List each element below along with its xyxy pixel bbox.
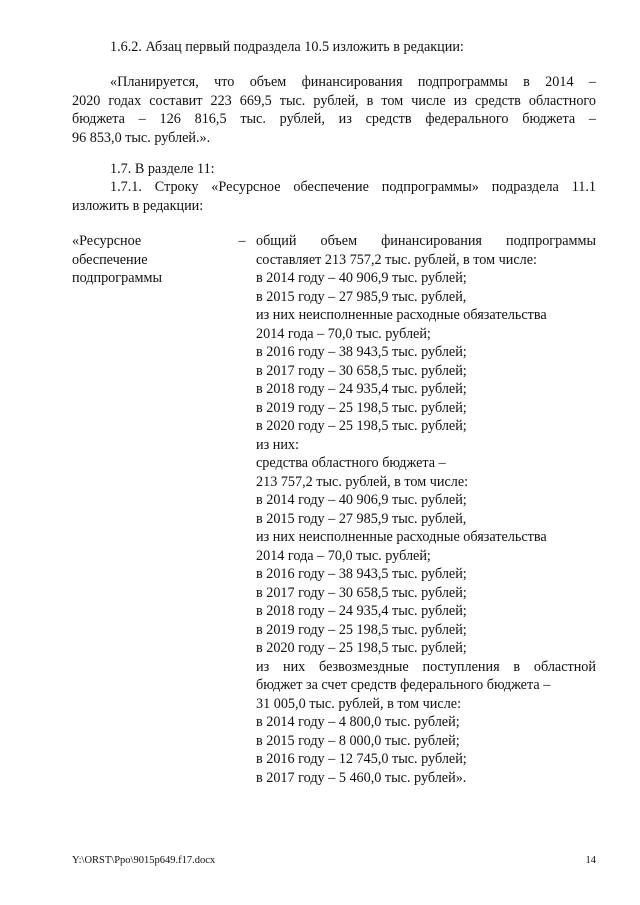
row-value-line: в 2014 году – 4 800,0 тыс. рублей; xyxy=(256,714,460,730)
row-value-line: в 2020 году – 25 198,5 тыс. рублей; xyxy=(256,640,467,656)
heading-1-7-1 xyxy=(72,178,596,215)
row-label xyxy=(72,232,247,288)
row-value-line: составляет 213 757,2 тыс. рублей, в том числе: xyxy=(256,251,537,268)
row-value-line: в 2016 году – 38 943,5 тыс. рублей; xyxy=(256,344,467,360)
row-value-line: из них безвозмездные поступления в областной xyxy=(256,658,596,675)
row-value-line: общий объем финансирования подпрограммы xyxy=(256,233,596,249)
heading-1-6-2-text: 1.6.2. Абзац первый подраздела 10.5 изложить в редакции: xyxy=(110,39,464,55)
row-value-line: 2014 года – 70,0 тыс. рублей; xyxy=(256,325,431,342)
heading-1-7 xyxy=(72,160,596,179)
heading-1-7-text: 1.7. В разделе 11: xyxy=(110,161,215,177)
row-dash: – xyxy=(238,233,246,249)
quote-line: «Планируется, что объем финансирования подпрограммы в 2014 – xyxy=(110,74,596,90)
row-value-line: в 2019 году – 25 198,5 тыс. рублей; xyxy=(256,621,467,638)
row-value-line: в 2018 году – 24 935,4 тыс. рублей; xyxy=(256,603,467,619)
quote-line: бюджета – 126 816,5 тыс. рублей, из средств федерального бюджета – xyxy=(72,111,596,127)
quote-paragraph xyxy=(72,73,596,147)
row-value-line: в 2017 году – 5 460,0 тыс. рублей». xyxy=(256,769,467,786)
row-label-line: обеспечение xyxy=(72,251,148,268)
page-number: 14 xyxy=(585,855,596,866)
row-value-line: из них неисполненные расходные обязательства xyxy=(256,307,547,323)
row-value-line: в 2015 году – 8 000,0 тыс. рублей; xyxy=(256,732,460,749)
row-value-line: в 2019 году – 25 198,5 тыс. рублей; xyxy=(256,399,467,416)
row-value-line: 2014 года – 70,0 тыс. рублей; xyxy=(256,547,431,564)
row-label-line: «Ресурсное xyxy=(72,233,142,249)
row-value-line: в 2017 году – 30 658,5 тыс. рублей; xyxy=(256,362,467,379)
row-value-line: бюджет за счет средств федерального бюджета – xyxy=(256,677,551,693)
row-value-line: 31 005,0 тыс. рублей, в том числе: xyxy=(256,695,462,712)
heading-1-6-2 xyxy=(72,38,596,57)
row-value-line: из них неисполненные расходные обязательства xyxy=(256,529,547,545)
row-value-line: в 2018 году – 24 935,4 тыс. рублей; xyxy=(256,381,467,397)
row-value-line: 213 757,2 тыс. рублей, в том числе: xyxy=(256,473,469,490)
row-value-line: средства областного бюджета – xyxy=(256,455,446,471)
row-label-line: подпрограммы xyxy=(72,270,162,286)
row-value-line: в 2014 году – 40 906,9 тыс. рублей; xyxy=(256,270,467,286)
row-value-line: в 2014 году – 40 906,9 тыс. рублей; xyxy=(256,492,467,508)
footer-file-path: Y:\ORST\Ppo\9015p649.f17.docx xyxy=(72,855,216,866)
row-value-line: в 2020 году – 25 198,5 тыс. рублей; xyxy=(256,418,467,434)
row-value-line: в 2016 году – 12 745,0 тыс. рублей; xyxy=(256,751,467,767)
quote-line: 96 853,0 тыс. рублей.». xyxy=(72,129,211,146)
row-value-line: в 2016 году – 38 943,5 тыс. рублей; xyxy=(256,566,467,582)
row-value-line: в 2017 году – 30 658,5 тыс. рублей; xyxy=(256,584,467,601)
row-value xyxy=(256,232,596,787)
quote-line: 2020 годах составит 223 669,5 тыс. рублей, в том числе из средств областного xyxy=(72,92,596,109)
row-value-line: в 2015 году – 27 985,9 тыс. рублей, xyxy=(256,510,467,527)
heading-1-7-1-line: изложить в редакции: xyxy=(72,197,204,214)
heading-1-7-1-line: 1.7.1. Строку «Ресурсное обеспечение подпрограммы» подраздела 11.1 xyxy=(110,179,596,195)
row-value-line: из них: xyxy=(256,436,299,453)
row-value-line: в 2015 году – 27 985,9 тыс. рублей, xyxy=(256,288,467,305)
